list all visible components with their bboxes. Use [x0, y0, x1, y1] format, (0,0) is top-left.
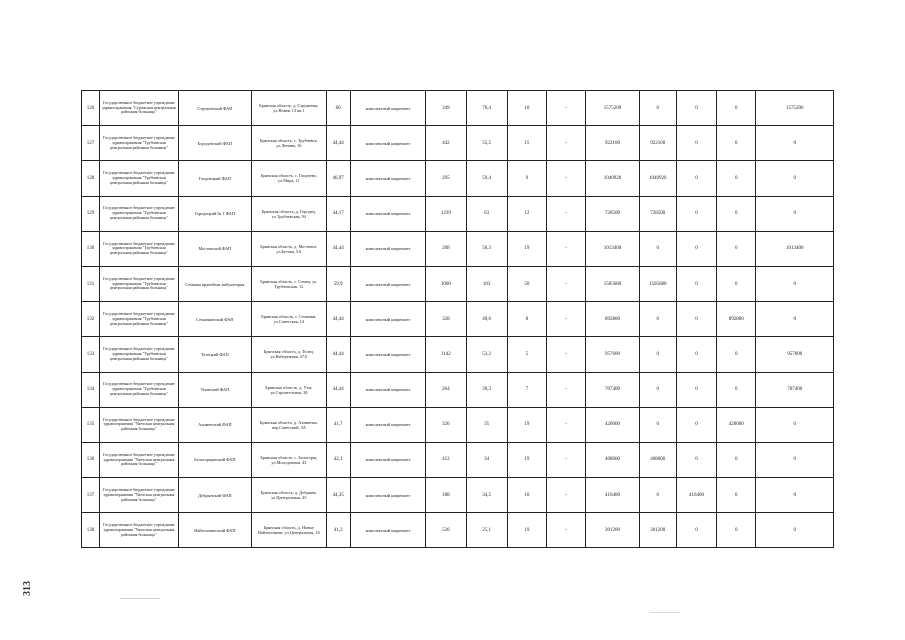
cost-col-4: 0 — [756, 407, 834, 442]
total-cost: 1013400 — [586, 231, 639, 266]
cost-col-2: 0 — [676, 161, 716, 196]
facility-name: Городецкий № 1 ФАП — [178, 196, 251, 231]
population: 326 — [426, 407, 466, 442]
cost-col-1: 0 — [639, 302, 676, 337]
area: 44,44 — [326, 302, 350, 337]
row-number: 131 — [82, 266, 100, 301]
cost-col-3: 892800 — [717, 302, 756, 337]
wear-percent: 49,6 — [466, 302, 507, 337]
address: Брянская область, д. Новые Найтоповичи, ул.Центральная, 16 — [252, 513, 326, 548]
cost-col-4: 0 — [756, 513, 834, 548]
row-number: 129 — [82, 196, 100, 231]
cost-col-3: 420000 — [717, 407, 756, 442]
cost-col-4: 0 — [756, 196, 834, 231]
dash-cell: - — [547, 478, 586, 513]
total-cost: 922100 — [586, 126, 639, 161]
table-row — [82, 337, 834, 372]
table-row — [82, 231, 834, 266]
institution: Государственное бюджетное учреждение здравоохранения "Трубчевская центральная районная больница" — [100, 372, 179, 407]
cost-col-3: 0 — [717, 231, 756, 266]
distance: 15 — [507, 126, 546, 161]
dash-cell: - — [547, 442, 586, 477]
cost-col-2: 0 — [676, 302, 716, 337]
cost-col-2: 0 — [676, 513, 716, 548]
wear-percent: 35 — [466, 407, 507, 442]
distance: 7 — [507, 372, 546, 407]
scan-artifact — [650, 612, 680, 613]
wear-percent: 56,3 — [466, 231, 507, 266]
dash-cell: - — [547, 302, 586, 337]
cost-col-2: 0 — [676, 196, 716, 231]
table-row — [82, 266, 834, 301]
distance: 19 — [507, 231, 546, 266]
work-type: комплексный капремонт — [350, 442, 426, 477]
institution: Государственное бюджетное учреждение здравоохранения "Унечская центральная районная больница" — [100, 442, 179, 477]
table-row — [82, 161, 834, 196]
cost-col-3: 0 — [717, 513, 756, 548]
address: Брянская область, с. Глоднево, ул.Мира, 11 — [252, 161, 326, 196]
distance: 5 — [507, 337, 546, 372]
table-row — [82, 478, 834, 513]
dash-cell: - — [547, 407, 586, 442]
cost-col-2: 0 — [676, 266, 716, 301]
distance: 10 — [507, 478, 546, 513]
cost-col-4: 0 — [756, 442, 834, 477]
facility-name: Глоднецкий ФАП — [178, 161, 251, 196]
facility-name: Добрынский ФАП — [178, 478, 251, 513]
cost-col-4: 0 — [756, 478, 834, 513]
cost-col-4: 707400 — [756, 372, 834, 407]
institution: Государственное бюджетное учреждение здравоохранения "Трубчевская центральная районная больница" — [100, 337, 179, 372]
address: Брянская область, д. Ахименка, пер.Советский, 3А — [252, 407, 326, 442]
address: Брянская область, д. Добрынь, ул.Центральная, 45 — [252, 478, 326, 513]
work-type: комплексный капремонт — [350, 302, 426, 337]
cost-col-1: 0 — [639, 337, 676, 372]
table-row — [82, 91, 834, 126]
cost-col-3: 0 — [717, 442, 756, 477]
cost-col-2: 416400 — [676, 478, 716, 513]
cost-col-1: 1505680 — [639, 266, 676, 301]
address: Брянская область, с. Белогорщ, ул.Молодежная, 43 — [252, 442, 326, 477]
area: 44,44 — [326, 231, 350, 266]
work-type: комплексный капремонт — [350, 161, 426, 196]
work-type: комплексный капремонт — [350, 266, 426, 301]
facility-name: Ахименский ФАП — [178, 407, 251, 442]
facility-name: Бороденский ФАП — [178, 126, 251, 161]
distance: 12 — [507, 196, 546, 231]
cost-col-4: 0 — [756, 161, 834, 196]
total-cost: 1505680 — [586, 266, 639, 301]
population: 412 — [426, 442, 466, 477]
facility-name: Упинский ФАП — [178, 372, 251, 407]
row-number: 130 — [82, 231, 100, 266]
total-cost: 892800 — [586, 302, 639, 337]
area: 44,35 — [326, 478, 350, 513]
institution: Государственное бюджетное учреждение здравоохранения "Трубчевская центральная районная больница" — [100, 196, 179, 231]
dash-cell: - — [547, 196, 586, 231]
address: Брянская область, д. Городец, ул.Трубчевская, 94 — [252, 196, 326, 231]
dash-cell: - — [547, 266, 586, 301]
cost-col-1: 728500 — [639, 196, 676, 231]
area: 60 — [326, 91, 350, 126]
population: 328 — [426, 302, 466, 337]
distance: 10 — [507, 91, 546, 126]
wear-percent: 34 — [466, 442, 507, 477]
cost-col-1: 0 — [639, 231, 676, 266]
table-row — [82, 513, 834, 548]
population: 1000 — [426, 266, 466, 301]
dash-cell: - — [547, 513, 586, 548]
facility-name: Телецкий ФАП — [178, 337, 251, 372]
work-type: комплексный капремонт — [350, 407, 426, 442]
institution: Государственное бюджетное учреждение здравоохранения "Трубчевская центральная районная больница" — [100, 302, 179, 337]
cost-col-1: 408000 — [639, 442, 676, 477]
address: Брянская область, с. Трубчевск, ул.Ленина, 16 — [252, 126, 326, 161]
population: 188 — [426, 478, 466, 513]
total-cost: 1575200 — [586, 91, 639, 126]
cost-col-1: 0 — [639, 407, 676, 442]
address: Брянская область, д. Мостовое, ул.Бутова, 5А — [252, 231, 326, 266]
institution: Государственное бюджетное учреждение здравоохранения "Унечская центральная районная больница" — [100, 407, 179, 442]
dash-cell: - — [547, 161, 586, 196]
work-type: комплексный капремонт — [350, 478, 426, 513]
population: 295 — [426, 161, 466, 196]
institution: Государственное бюджетное учреждение здравоохранения "Трубчевская центральная районная больница" — [100, 126, 179, 161]
facility-name: Семячка врачебная амбулатория — [178, 266, 251, 301]
cost-col-2: 0 — [676, 91, 716, 126]
cost-col-3: 0 — [717, 266, 756, 301]
area: 44,17 — [326, 196, 350, 231]
total-cost: 408000 — [586, 442, 639, 477]
address: Брянская область, д. Струженка, ул.Новая, 13 кв.1 — [252, 91, 326, 126]
table-row — [82, 372, 834, 407]
row-number: 138 — [82, 513, 100, 548]
facility-name: Мостовский ФАП — [178, 231, 251, 266]
wear-percent: 34,5 — [466, 478, 507, 513]
work-type: комплексный капремонт — [350, 231, 426, 266]
row-number: 137 — [82, 478, 100, 513]
total-cost: 728500 — [586, 196, 639, 231]
table-row — [82, 302, 834, 337]
cost-col-2: 0 — [676, 407, 716, 442]
population: 1239 — [426, 196, 466, 231]
area: 42,1 — [326, 442, 350, 477]
area: 41,2 — [326, 513, 350, 548]
wear-percent: 53,2 — [466, 337, 507, 372]
distance: 19 — [507, 513, 546, 548]
cost-col-3: 0 — [717, 196, 756, 231]
institution: Государственное бюджетное учреждение здравоохранения "Трубчевская центральная районная больница" — [100, 266, 179, 301]
institution: Государственное бюджетное учреждение здравоохранения "Унечская центральная районная больница" — [100, 513, 179, 548]
institution: Государственное бюджетное учреждение здравоохранения "Трубчевская центральная районная больница" — [100, 231, 179, 266]
institution: Государственное бюджетное учреждение здравоохранения "Суражская центральная районная больница" — [100, 91, 179, 126]
cost-col-4: 957600 — [756, 337, 834, 372]
cost-col-4: 1013400 — [756, 231, 834, 266]
population: 264 — [426, 372, 466, 407]
cost-col-4: 1575200 — [756, 91, 834, 126]
work-type: комплексный капремонт — [350, 196, 426, 231]
population: 1142 — [426, 337, 466, 372]
wear-percent: 76,4 — [466, 91, 507, 126]
row-number: 136 — [82, 442, 100, 477]
cost-col-1: 0 — [639, 372, 676, 407]
area: 44,44 — [326, 372, 350, 407]
facilities-table — [81, 90, 834, 548]
address: Брянская область, д. Телец, ул.Набережная, 27А — [252, 337, 326, 372]
wear-percent: 59,4 — [466, 161, 507, 196]
cost-col-1: 0 — [639, 91, 676, 126]
work-type: комплексный капремонт — [350, 513, 426, 548]
area: 41,7 — [326, 407, 350, 442]
row-number: 128 — [82, 161, 100, 196]
distance: 50 — [507, 266, 546, 301]
institution: Государственное бюджетное учреждение здравоохранения "Трубчевская центральная районная больница" — [100, 161, 179, 196]
wear-percent: 63 — [466, 196, 507, 231]
address: Брянская область, с. Семец, ул. Трубчевская, 12 — [252, 266, 326, 301]
total-cost: 1040920 — [586, 161, 639, 196]
table-row — [82, 196, 834, 231]
population: 208 — [426, 231, 466, 266]
facility-name: Найтоповичский ФАП — [178, 513, 251, 548]
cost-col-3: 0 — [717, 372, 756, 407]
work-type: комплексный капремонт — [350, 372, 426, 407]
total-cost: 301200 — [586, 513, 639, 548]
table-row — [82, 407, 834, 442]
total-cost: 957600 — [586, 337, 639, 372]
cost-col-3: 0 — [717, 478, 756, 513]
dash-cell: - — [547, 126, 586, 161]
institution: Государственное бюджетное учреждение здравоохранения "Унечская центральная районная больница" — [100, 478, 179, 513]
wear-percent: 55,5 — [466, 126, 507, 161]
total-cost: 420000 — [586, 407, 639, 442]
distance: 19 — [507, 407, 546, 442]
total-cost: 416400 — [586, 478, 639, 513]
row-number: 126 — [82, 91, 100, 126]
dash-cell: - — [547, 337, 586, 372]
distance: 8 — [507, 302, 546, 337]
cost-col-1: 301200 — [639, 513, 676, 548]
cost-col-3: 0 — [717, 337, 756, 372]
row-number: 133 — [82, 337, 100, 372]
cost-col-1: 922100 — [639, 126, 676, 161]
area: 44,44 — [326, 337, 350, 372]
row-number: 134 — [82, 372, 100, 407]
wear-percent: 39,3 — [466, 372, 507, 407]
wear-percent: 25,1 — [466, 513, 507, 548]
cost-col-4: 0 — [756, 302, 834, 337]
row-number: 132 — [82, 302, 100, 337]
cost-col-2: 0 — [676, 442, 716, 477]
cost-col-3: 0 — [717, 126, 756, 161]
cost-col-3: 0 — [717, 91, 756, 126]
area: 59,9 — [326, 266, 350, 301]
facility-name: Семячкинский ФАП — [178, 302, 251, 337]
dash-cell: - — [547, 372, 586, 407]
area: 46,97 — [326, 161, 350, 196]
population: 349 — [426, 91, 466, 126]
population: 526 — [426, 513, 466, 548]
page-number: 313 — [22, 581, 33, 596]
row-number: 135 — [82, 407, 100, 442]
facility-name: Струженский ФАП — [178, 91, 251, 126]
cost-col-2: 0 — [676, 337, 716, 372]
cost-col-1: 1040920 — [639, 161, 676, 196]
total-cost: 707400 — [586, 372, 639, 407]
distance: 19 — [507, 442, 546, 477]
dash-cell: - — [547, 231, 586, 266]
cost-col-2: 0 — [676, 231, 716, 266]
table-row — [82, 442, 834, 477]
cost-col-2: 0 — [676, 372, 716, 407]
cost-col-2: 0 — [676, 126, 716, 161]
population: 442 — [426, 126, 466, 161]
distance: 9 — [507, 161, 546, 196]
work-type: комплексный капремонт — [350, 91, 426, 126]
cost-col-3: 0 — [717, 161, 756, 196]
address: Брянская область, с. Семячки, ул.Советская, 14 — [252, 302, 326, 337]
cost-col-1: 0 — [639, 478, 676, 513]
cost-col-4: 0 — [756, 126, 834, 161]
work-type: комплексный капремонт — [350, 337, 426, 372]
dash-cell: - — [547, 91, 586, 126]
facility-name: Белогорщанский ФАП — [178, 442, 251, 477]
table-row — [82, 126, 834, 161]
cost-col-4: 0 — [756, 266, 834, 301]
area: 44,44 — [326, 126, 350, 161]
row-number: 127 — [82, 126, 100, 161]
work-type: комплексный капремонт — [350, 126, 426, 161]
wear-percent: 103 — [466, 266, 507, 301]
address: Брянская область, д. Уты, ул.Строительная, 38 — [252, 372, 326, 407]
scan-artifact — [120, 598, 160, 599]
